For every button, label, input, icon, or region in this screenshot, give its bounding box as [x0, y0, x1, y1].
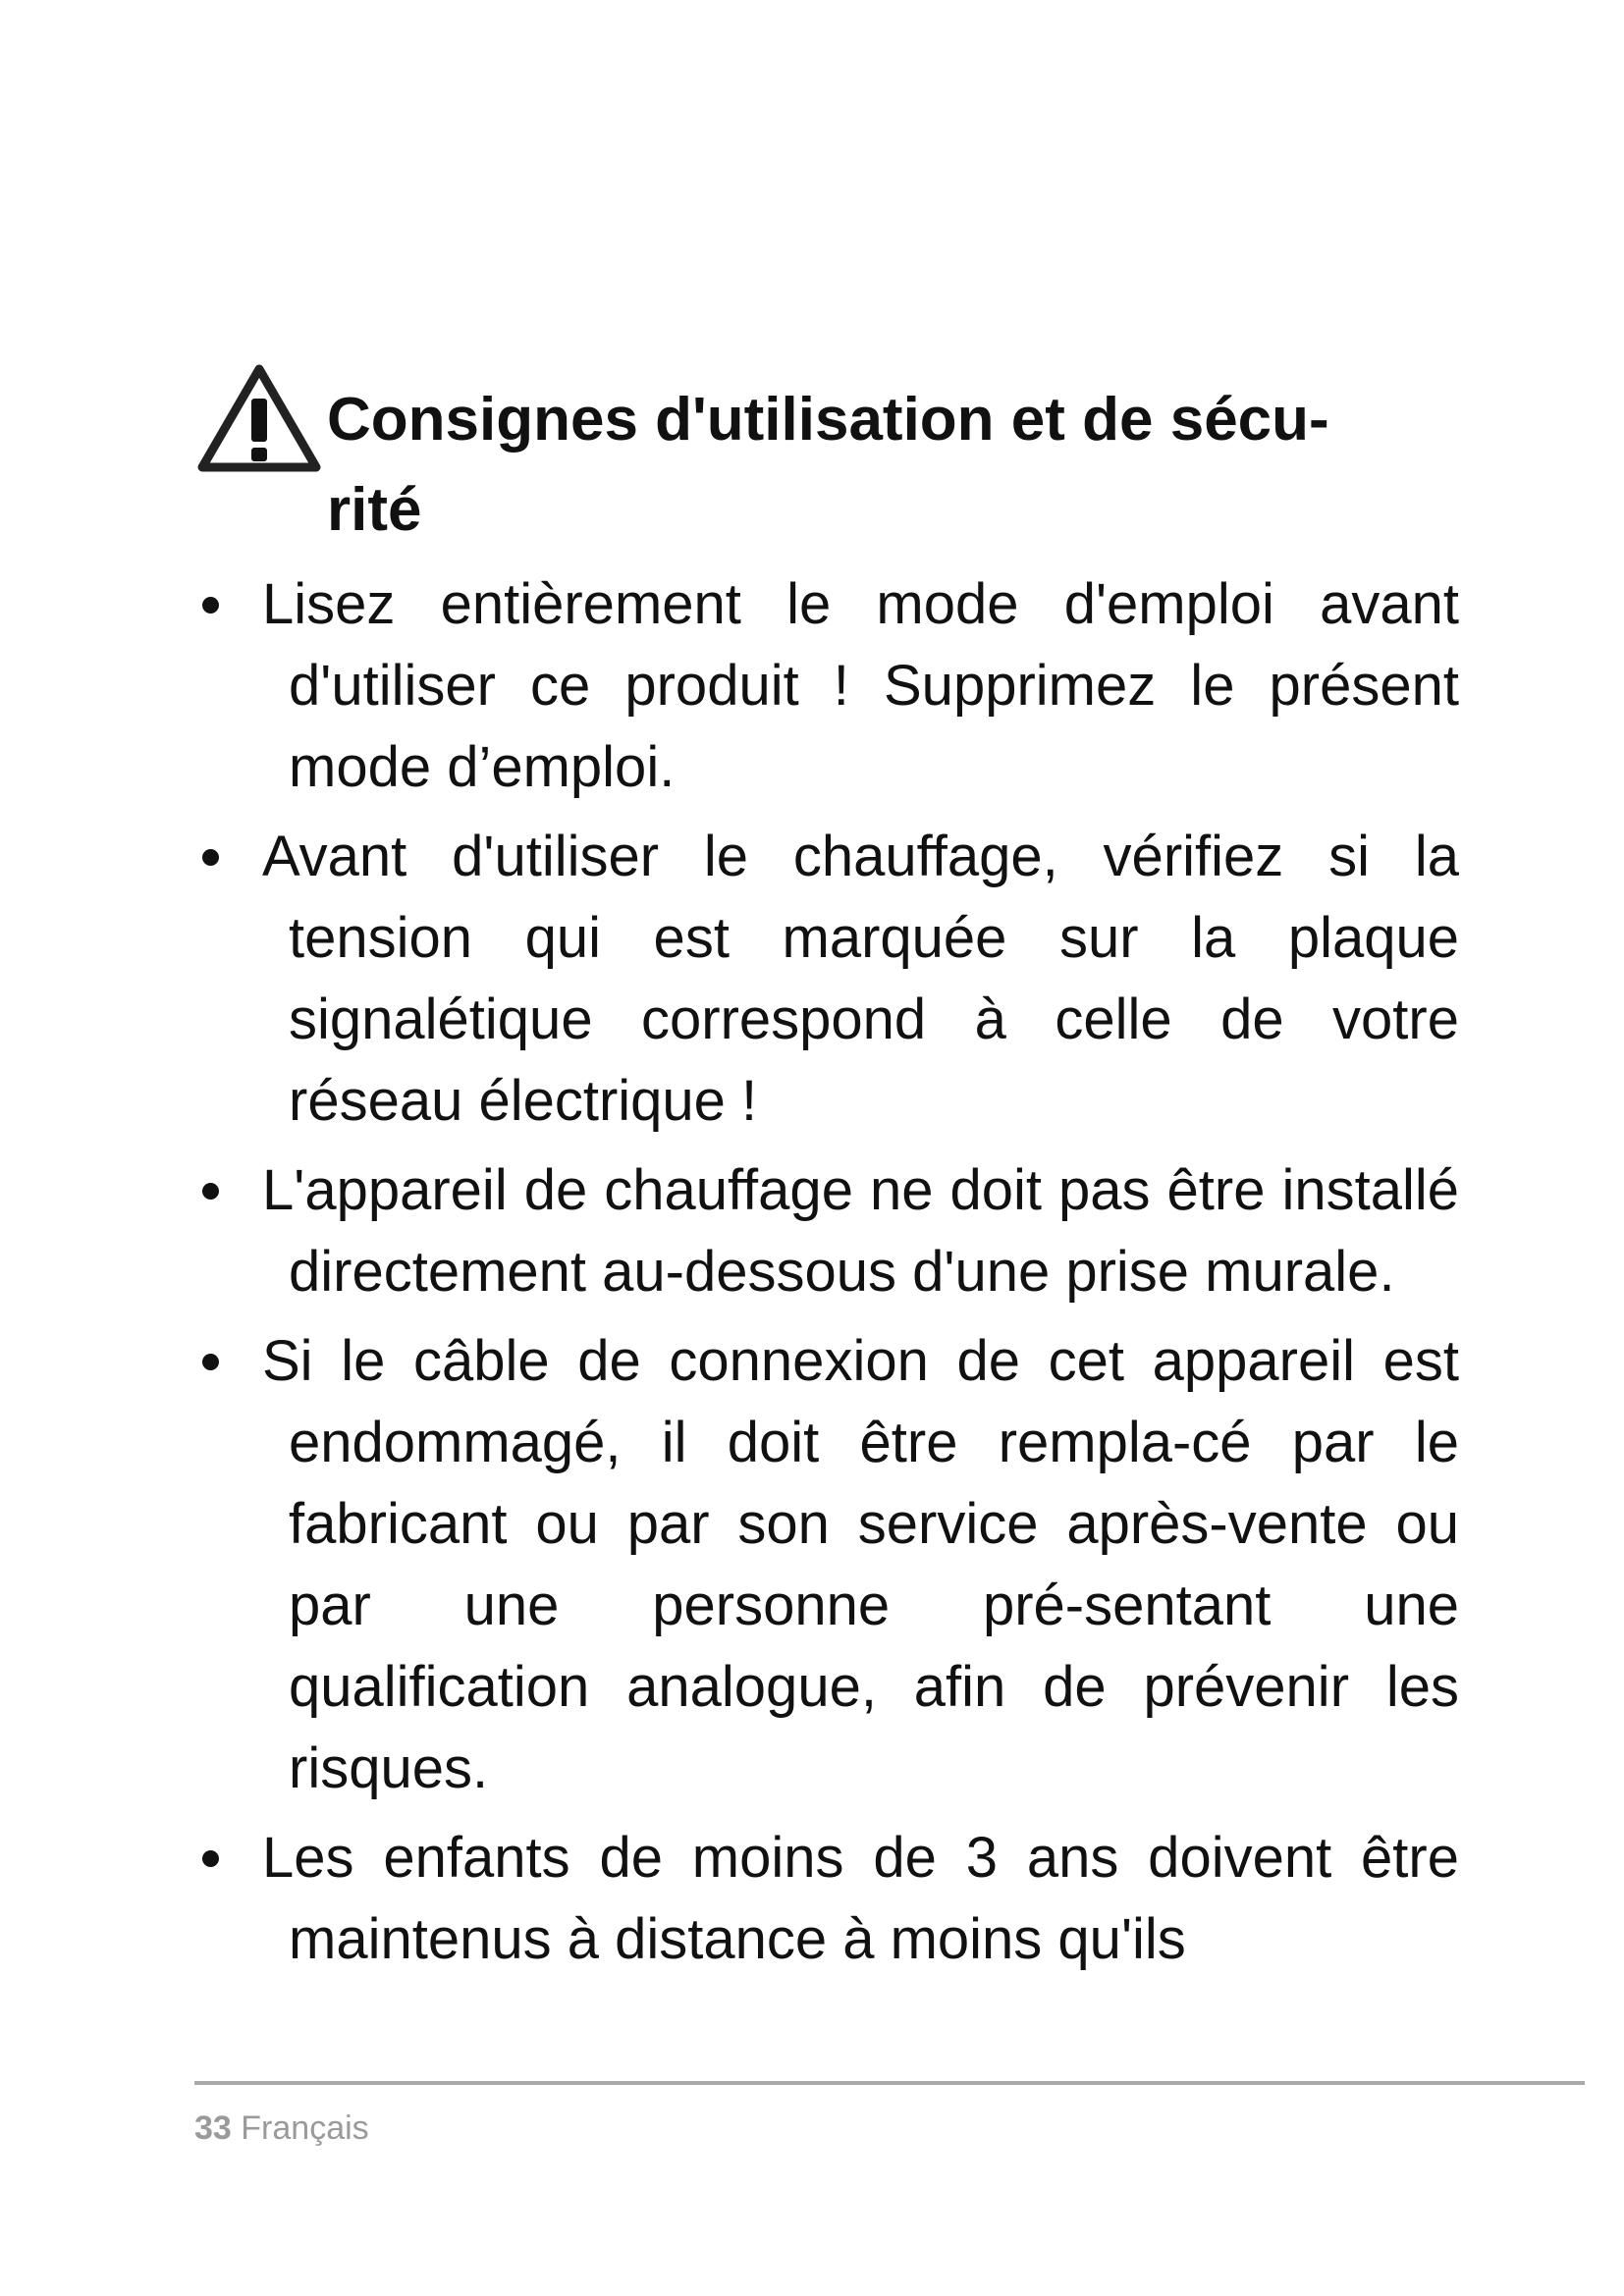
bullet-item-1	[192, 563, 1459, 808]
section-heading	[327, 375, 1387, 556]
bullet-dot-icon	[202, 1354, 219, 1370]
bullet-text-4: Si le câble de connexion de cet appareil est endommagé, il doit être rempla-cé par le fabricant ou par son service après-vente ou par une personne pré-sentant une qualification analogue, afin de prévenir les risques.	[262, 1329, 1459, 1800]
instructions-content	[192, 563, 1459, 1988]
footer-divider	[194, 2081, 1585, 2085]
page-footer	[194, 2109, 369, 2148]
bullet-dot-icon	[202, 1183, 219, 1200]
heading-line-1: Consignes d'utilisation et de sécu-	[327, 386, 1329, 454]
bullet-text-1: Lisez entièrement le mode d'emploi avant d'utiliser ce produit ! Supprimez le présent mode d’emploi.	[262, 572, 1459, 799]
bullet-item-4	[192, 1320, 1459, 1809]
bullet-text-2: Avant d'utiliser le chauffage, vérifiez si la tension qui est marquée sur la plaque signalétique correspond à celle de votre réseau électrique !	[262, 825, 1459, 1133]
warning-triangle-icon	[194, 361, 324, 477]
heading-line-2: rité	[327, 476, 422, 544]
page-number: 33	[194, 2109, 232, 2147]
bullet-item-5	[192, 1817, 1459, 1980]
bullet-dot-icon	[202, 597, 219, 614]
bullet-dot-icon	[202, 1850, 219, 1867]
bullet-item-3	[192, 1149, 1459, 1312]
footer-language: Français	[241, 2109, 369, 2147]
bullet-text-5: Les enfants de moins de 3 ans doivent être maintenus à distance à moins qu'ils	[262, 1826, 1459, 1971]
safety-bullet-list	[192, 563, 1459, 1980]
bullet-item-2	[192, 816, 1459, 1142]
bullet-dot-icon	[202, 849, 219, 866]
bullet-text-3: L'appareil de chauffage ne doit pas être installé directement au-dessous d'une prise murale.	[262, 1158, 1459, 1304]
